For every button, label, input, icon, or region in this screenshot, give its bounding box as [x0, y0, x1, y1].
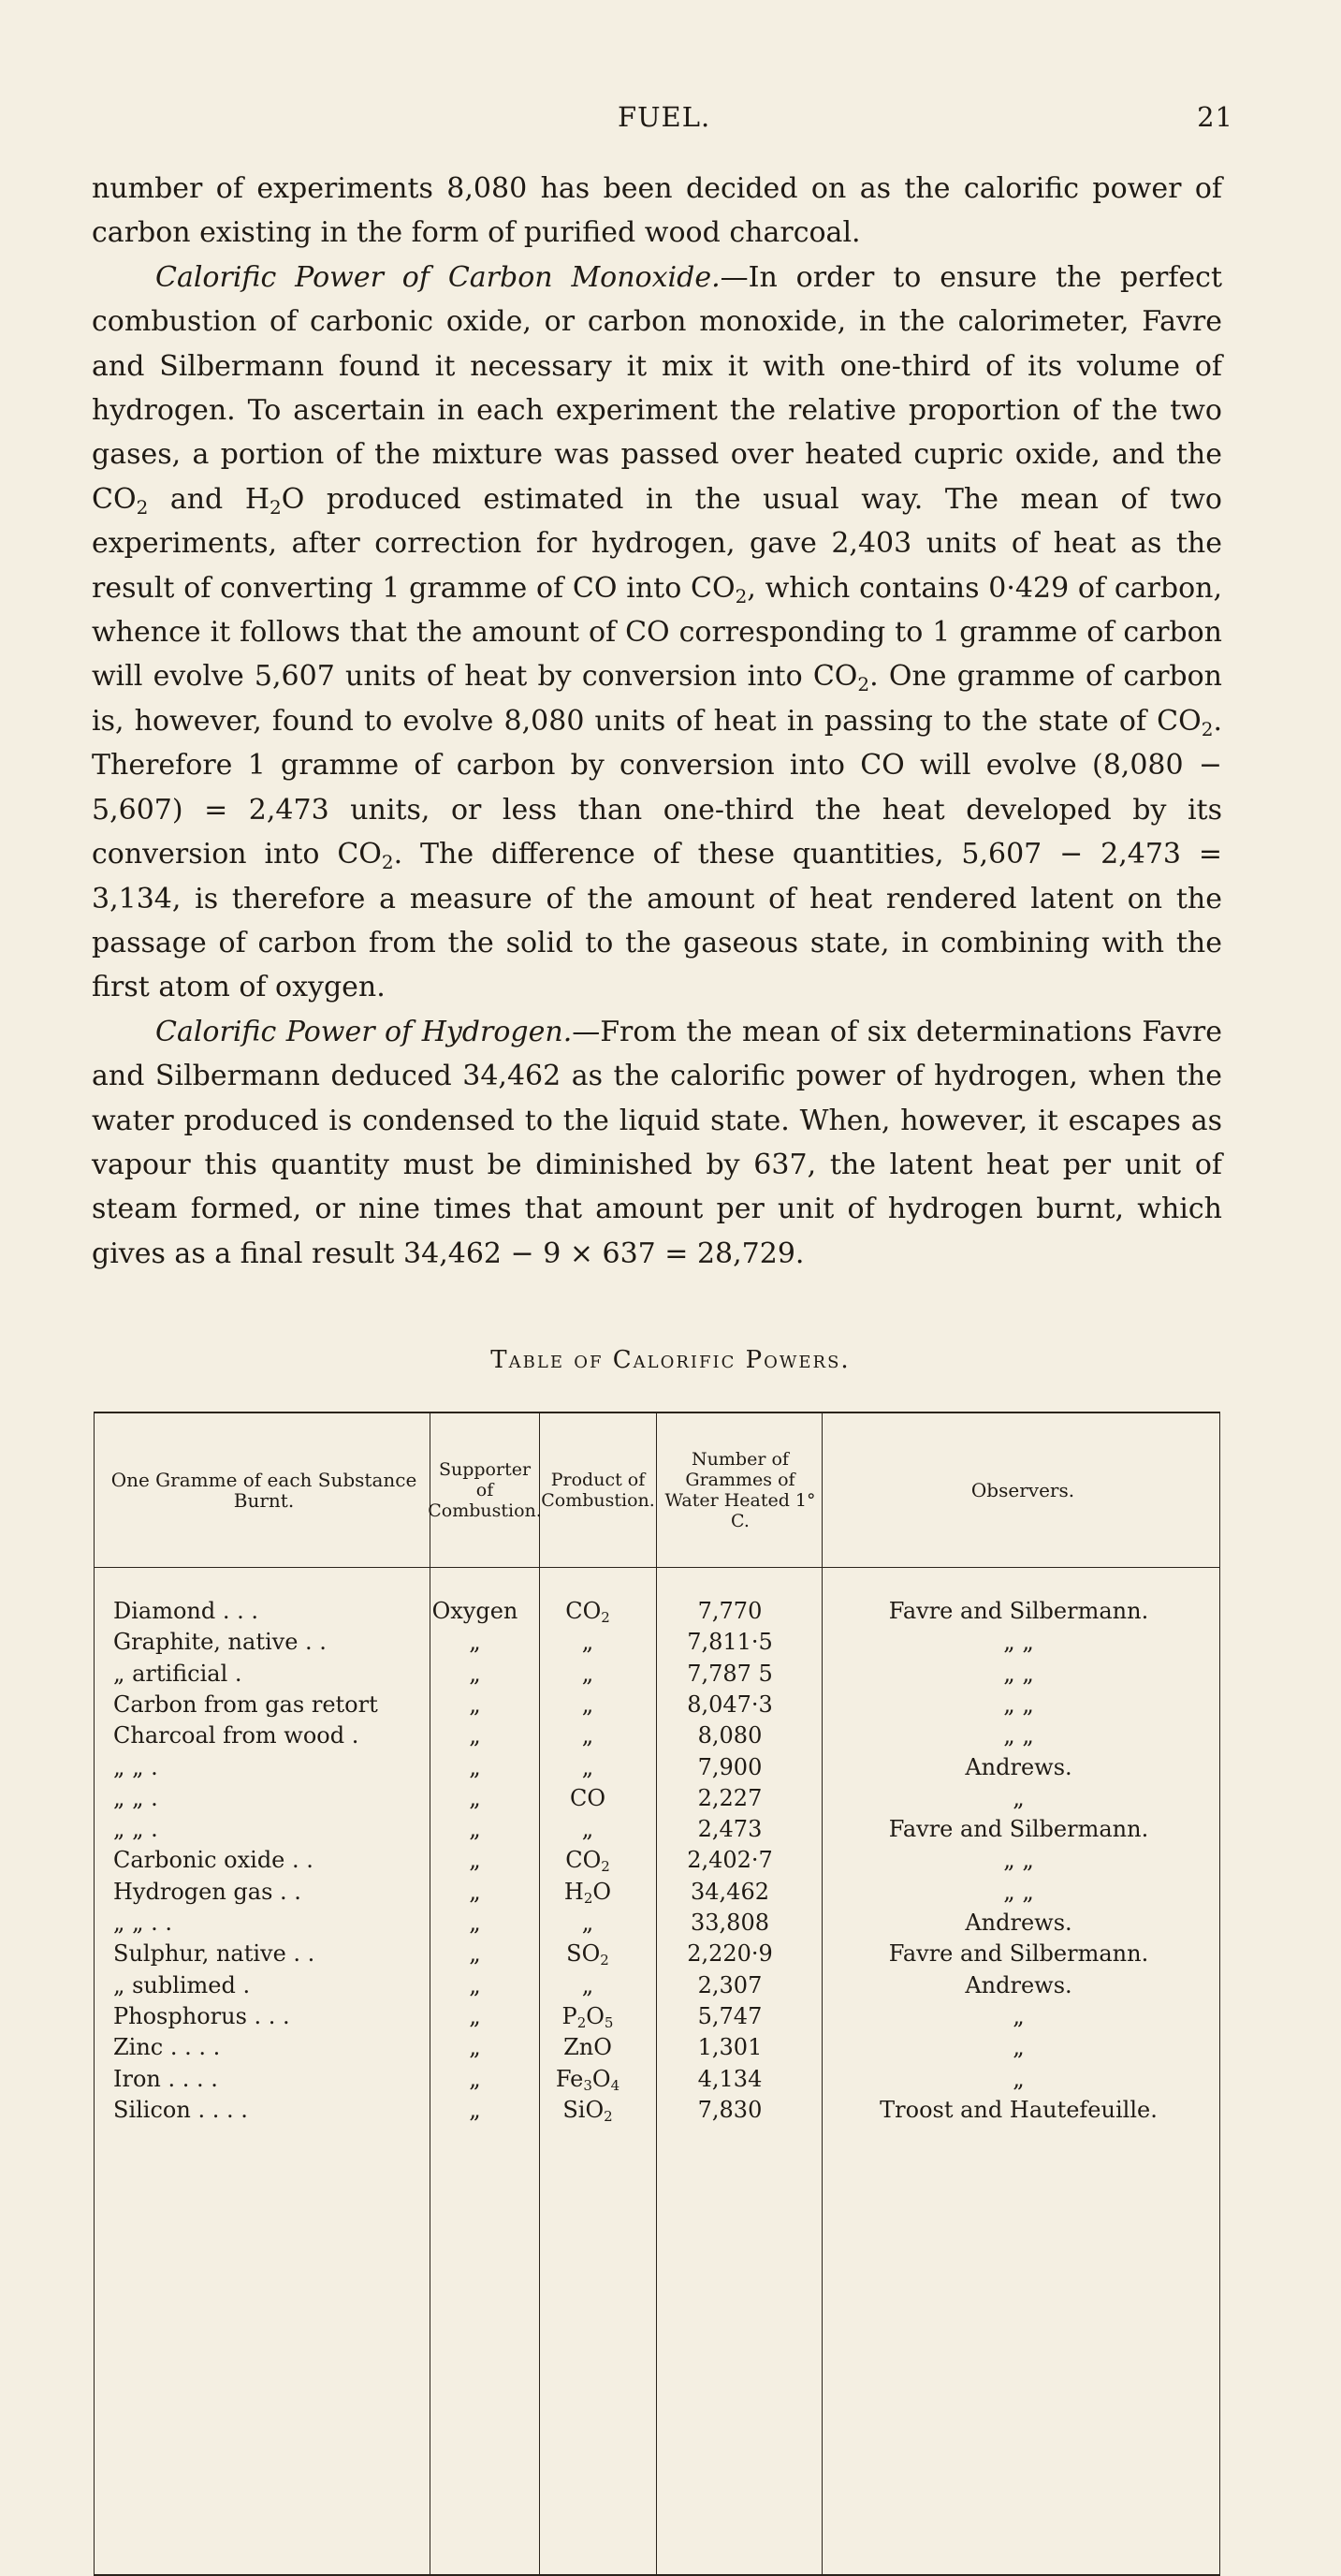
- body-text: [92, 167, 1222, 1276]
- table-row: [95, 1660, 1219, 1688]
- product-formula-tail: O: [592, 1878, 612, 1905]
- cell-water-heated: 7,787 5: [687, 1660, 773, 1687]
- cell-substance: Charcoal from wood .: [113, 1722, 359, 1749]
- cell-observer: Favre and Silbermann.: [888, 1598, 1149, 1624]
- product-subscript: 2: [600, 1952, 609, 1969]
- section-heading-hydrogen: Calorific Power of Hydrogen.: [155, 1015, 573, 1048]
- table-title: Table of Calorific Powers.: [490, 1346, 851, 1374]
- cell-water-heated: 5,747: [697, 2002, 763, 2029]
- cell-supporter: „: [469, 2034, 481, 2061]
- cell-observer: Andrews.: [965, 1753, 1072, 1780]
- cell-observer: „: [1013, 2034, 1025, 2061]
- cell-water-heated: 2,220·9: [687, 1940, 773, 1968]
- cell-water-heated: 2,227: [697, 1784, 763, 1811]
- product-formula: H: [563, 1878, 584, 1905]
- cell-observer: „ „: [1003, 1690, 1034, 1718]
- table-row: [95, 1784, 1219, 1812]
- product-subscript: 2: [583, 1889, 593, 1907]
- table-row: [95, 1628, 1219, 1656]
- cell-supporter: Oxygen: [431, 1598, 518, 1624]
- cell-observer: „ „: [1003, 1660, 1034, 1687]
- running-head: [0, 101, 1341, 139]
- cell-observer: „ „: [1003, 1847, 1034, 1874]
- cell-product: [532, 2065, 644, 2093]
- cell-substance: Graphite, native . .: [113, 1629, 327, 1656]
- cell-substance: „ „ . .: [113, 1910, 173, 1936]
- cell-observer: „: [1013, 1784, 1025, 1811]
- cell-supporter: „: [469, 2002, 481, 2029]
- product-formula: „: [581, 1722, 594, 1749]
- product-formula: CO: [569, 1784, 606, 1811]
- table-row: [95, 2033, 1219, 2061]
- cell-product: [532, 2033, 644, 2061]
- cell-product: [532, 1721, 644, 1749]
- product-formula: „: [581, 1690, 594, 1718]
- cell-water-heated: 7,811·5: [687, 1629, 773, 1656]
- header-supporter: Supporter of Combustion.: [428, 1459, 542, 1521]
- cell-observer: Favre and Silbermann.: [888, 1940, 1149, 1968]
- cell-water-heated: 4,134: [697, 2065, 763, 2092]
- cell-supporter: „: [469, 1753, 481, 1780]
- cell-supporter: „: [469, 2096, 481, 2123]
- cell-product: [532, 1909, 644, 1937]
- product-subscript: 5: [604, 2013, 614, 2031]
- cell-water-heated: 34,462: [691, 1878, 769, 1905]
- cell-water-heated: 2,473: [697, 1816, 763, 1843]
- table-row: [95, 1597, 1219, 1625]
- table-row: [95, 1690, 1219, 1719]
- product-formula: SO: [566, 1940, 601, 1968]
- header-water-heated: Number of Grammes of Water Heated 1° C.: [664, 1449, 816, 1531]
- cell-substance: Zinc . . . .: [113, 2034, 221, 2061]
- product-formula-tail: O: [591, 2065, 611, 2092]
- cell-product: [532, 1660, 644, 1688]
- cell-supporter: „: [469, 1971, 481, 1998]
- product-subscript: 3: [583, 2076, 592, 2094]
- cell-water-heated: 7,830: [697, 2096, 763, 2123]
- calorific-powers-table: [94, 1412, 1220, 2576]
- running-title: FUEL.: [618, 101, 711, 133]
- cell-product: [532, 1628, 644, 1656]
- cell-product: [532, 2096, 644, 2124]
- cell-substance: „ artificial .: [113, 1660, 242, 1687]
- cell-product: [532, 1971, 644, 1999]
- cell-supporter: „: [469, 1816, 481, 1843]
- table-row: [95, 2096, 1219, 2124]
- cell-substance: Carbonic oxide . .: [113, 1847, 313, 1874]
- cell-product: [532, 2002, 644, 2030]
- cell-observer: Favre and Silbermann.: [888, 1816, 1149, 1843]
- table-row: [95, 1721, 1219, 1749]
- cell-substance: Diamond . . .: [113, 1598, 259, 1624]
- header-product: Product of Combustion.: [541, 1470, 655, 1511]
- cell-water-heated: 33,808: [691, 1910, 769, 1936]
- cell-product: [532, 1846, 644, 1874]
- cell-product: [532, 1939, 644, 1968]
- cell-supporter: „: [469, 1847, 481, 1874]
- cell-water-heated: 1,301: [697, 2034, 763, 2061]
- cell-supporter: „: [469, 1660, 481, 1687]
- cell-product: [532, 1815, 644, 1843]
- product-subscript: 2: [576, 2013, 587, 2031]
- table-row: [95, 1878, 1219, 1906]
- table-row: [95, 1939, 1219, 1968]
- paragraph-1: number of experiments 8,080 has been decided on as the calorific power of carbon existing in the form of purified wood charcoal.: [92, 172, 1222, 250]
- cell-supporter: „: [469, 2065, 481, 2092]
- table-row: [95, 1971, 1219, 1999]
- product-formula: P: [561, 2002, 577, 2029]
- header-substance: One Gramme of each Substance Burnt.: [110, 1469, 417, 1512]
- page-number: 21: [1197, 101, 1233, 133]
- cell-observer: „ „: [1003, 1629, 1034, 1656]
- cell-substance: Hydrogen gas . .: [113, 1878, 301, 1905]
- cell-supporter: „: [469, 1910, 481, 1936]
- product-formula: „: [581, 1753, 594, 1780]
- product-formula: „: [581, 1660, 594, 1687]
- cell-supporter: „: [469, 1722, 481, 1749]
- cell-observer: „ „: [1003, 1878, 1034, 1905]
- table-row: [95, 2065, 1219, 2093]
- cell-observer: „: [1013, 2002, 1025, 2029]
- cell-substance: „ „ .: [113, 1753, 158, 1780]
- product-formula: „: [581, 1971, 594, 1998]
- product-formula: „: [581, 1910, 594, 1936]
- product-subscript: 2: [604, 2107, 613, 2125]
- product-formula: „: [581, 1816, 594, 1843]
- cell-substance: Phosphorus . . .: [113, 2002, 290, 2029]
- cell-product: [532, 1753, 644, 1781]
- cell-water-heated: 2,307: [697, 1971, 763, 1998]
- cell-observer: Troost and Hautefeuille.: [880, 2096, 1158, 2123]
- product-formula: CO: [565, 1598, 602, 1624]
- cell-substance: „ sublimed .: [113, 1971, 251, 1998]
- cell-supporter: „: [469, 1940, 481, 1968]
- cell-supporter: „: [469, 1690, 481, 1718]
- cell-product: [532, 1597, 644, 1625]
- cell-observer: „ „: [1003, 1722, 1034, 1749]
- cell-substance: Iron . . . .: [113, 2065, 218, 2092]
- cell-supporter: „: [469, 1784, 481, 1811]
- cell-substance: Carbon from gas retort: [113, 1690, 378, 1718]
- table-row: [95, 1753, 1219, 1781]
- section-heading-carbon-monoxide: Calorific Power of Carbon Monoxide.: [155, 260, 721, 294]
- product-subscript: 4: [610, 2076, 620, 2094]
- table-row: [95, 1846, 1219, 1874]
- paragraph-carbon-monoxide: Calorific Power of Carbon Monoxide.—In order to ensure the perfect combustion of carbonic oxide, or carbon monoxide, in the calorimeter, Favre and Silbermann found it necessary it mix it with one-third of its volume of hydrogen. To ascertain in each experiment the relative proportion of the two gases, a portion of the mixture was passed over heated cupric oxide, and the $CO_2$ and $H_2O$ produced estimated in the usual way. The mean of two experiments, after correction for hydrogen, gave 2,403 units of heat as the result of converting 1 gramme of CO into $CO_2$, which contains 0·429 of carbon, whence it follows that the amount of CO corresponding to 1 gramme of carbon will evolve 5,607 units of heat by conversion into $CO_2$. One gramme of carbon is, however, found to evolve 8,080 units of heat in passing to the state of $CO_2$. Therefore 1 gramme of carbon by conversion into CO will evolve (8,080 − 5,607) = 2,473 units, or less than one-third the heat developed by its conversion into $CO_2$. The difference of these quantities, 5,607 − 2,473 = 3,134, is therefore a measure of the amount of heat rendered latent on the passage of carbon from the solid to the gaseous state, in combining with the first atom of oxygen.: [92, 260, 1223, 1004]
- product-subscript: 2: [601, 1609, 610, 1626]
- cell-product: [532, 1784, 644, 1812]
- cell-water-heated: 2,402·7: [687, 1847, 773, 1874]
- product-formula: „: [581, 1629, 594, 1656]
- table-row: [95, 2002, 1219, 2030]
- table-row: [95, 1815, 1219, 1843]
- cell-substance: Sulphur, native . .: [113, 1940, 315, 1968]
- product-formula: ZnO: [563, 2034, 612, 2061]
- product-formula-tail: O: [586, 2002, 605, 2029]
- product-formula: CO: [565, 1847, 602, 1874]
- cell-product: [532, 1878, 644, 1906]
- cell-supporter: „: [469, 1629, 481, 1656]
- cell-water-heated: 7,900: [697, 1753, 763, 1780]
- cell-water-heated: 8,047·3: [687, 1690, 773, 1718]
- cell-observer: Andrews.: [965, 1910, 1072, 1936]
- cell-observer: Andrews.: [965, 1971, 1072, 1998]
- cell-supporter: „: [469, 1878, 481, 1905]
- cell-water-heated: 8,080: [697, 1722, 763, 1749]
- cell-substance: „ „ .: [113, 1816, 158, 1843]
- product-subscript: 2: [601, 1858, 610, 1876]
- header-observers: Observers.: [970, 1479, 1075, 1501]
- cell-water-heated: 7,770: [697, 1598, 763, 1624]
- cell-observer: „: [1013, 2065, 1025, 2092]
- header-rule: [95, 1567, 1219, 1568]
- product-formula: Fe: [555, 2065, 584, 2092]
- table-row: [95, 1909, 1219, 1937]
- cell-substance: „ „ .: [113, 1784, 158, 1811]
- paragraph-hydrogen: Calorific Power of Hydrogen.—From the mean of six determinations Favre and Silbermann deduced 34,462 as the calorific power of hydrogen, when the water produced is condensed to the liquid state. When, however, it escapes as vapour this quantity must be diminished by 637, the latent heat per unit of steam formed, or nine times that amount per unit of hydrogen burnt, which gives as a final result 34,462 − 9 × 637 = 28,729.: [92, 1015, 1222, 1270]
- cell-substance: Silicon . . . .: [113, 2096, 248, 2123]
- product-formula: SiO: [562, 2096, 605, 2123]
- cell-product: [532, 1690, 644, 1719]
